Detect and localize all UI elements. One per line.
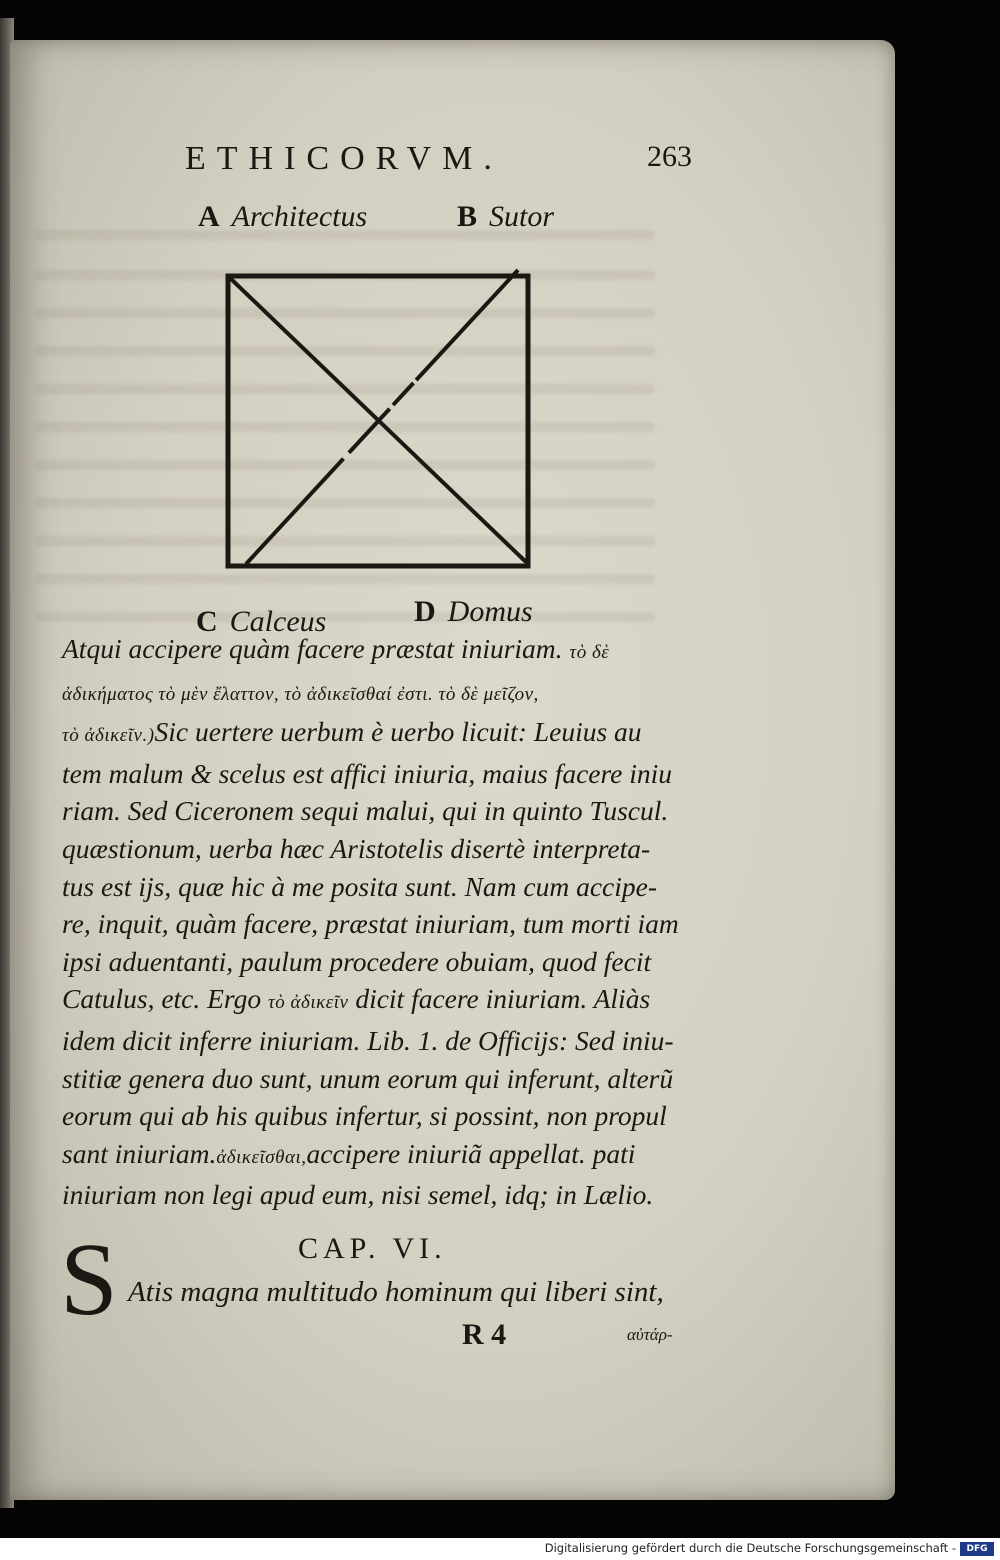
signature-mark: R 4	[462, 1318, 507, 1351]
greek-text: ἀδικήματος τὸ μὲν ἔλαττον, τὸ ἀδικεῖσθαί ἐστι. τὸ δὲ μεῖζον,	[62, 683, 539, 705]
footer-credit: Digitalisierung gefördert durch die Deutsche Forschungsgemeinschaft -	[544, 1541, 956, 1555]
diagram-label-a	[198, 200, 367, 234]
label-letter: B	[457, 200, 478, 233]
bleed-through-line	[35, 574, 655, 584]
text-line: ipsi aduentanti, paulum procedere obuiam, quod fecit	[62, 945, 652, 977]
text-line: idem dicit inferre iniuriam. Lib. 1. de Officijs: Sed iniu-	[62, 1024, 674, 1056]
chapter-title: CAP. VI.	[298, 1232, 447, 1265]
label-word: Calceus	[229, 605, 327, 638]
label-letter: D	[414, 595, 436, 628]
text-line: riam. Sed Ciceronem sequi malui, qui in quinto Tuscul.	[62, 795, 669, 827]
text-line: sant iniuriam.ἀδικεῖσθαι,accipere iniuriã appellat. pati	[62, 1137, 636, 1169]
text-line: τὸ ἀδικεῖν.)Sic uertere uerbum è uerbo licuit: Leuius au	[62, 716, 642, 748]
footer-bar	[0, 1538, 1000, 1560]
diagram-label-b	[457, 200, 554, 234]
greek-text: ἀδικεῖσθαι,	[216, 1146, 307, 1168]
text-line: eorum qui ab his quibus infertur, si possint, non propul	[62, 1100, 667, 1132]
greek-text: τὸ ἀδικεῖν.)	[62, 725, 155, 747]
text-line: tem malum & scelus est affici iniuria, maius facere iniu	[62, 757, 673, 789]
text-line	[62, 672, 712, 714]
catchword: αὐτάρ-	[627, 1325, 673, 1344]
page-number: 263	[647, 140, 692, 173]
label-word: Domus	[447, 595, 533, 628]
text-line: quæstionum, uerba hæc Aristotelis disertè interpreta-	[62, 832, 651, 864]
chapter-first-line: Atis magna multitudo hominum qui liberi sint,	[128, 1276, 664, 1308]
label-word: Sutor	[489, 200, 555, 233]
greek-text: τὸ δὲ	[569, 642, 610, 663]
running-head: ETHICORVM.	[185, 140, 503, 177]
text-line: iniuriam non legi apud eum, nisi semel, idq; in Lælio.	[62, 1179, 654, 1211]
dfg-logo: DFG	[960, 1542, 994, 1556]
body-text	[62, 630, 712, 1214]
text-line: Catulus, etc. Ergo τὸ ἀδικεῖν dicit facere iniuriam. Aliàs	[62, 983, 651, 1015]
label-letter: C	[196, 605, 218, 638]
diagram-diagonal-bc	[246, 270, 518, 564]
text-line: tus est ijs, quæ hic à me posita sunt. Nam cum accipe-	[62, 870, 658, 902]
label-word: Architectus	[231, 200, 368, 233]
label-letter: A	[198, 200, 220, 233]
greek-text: τὸ ἀδικεῖν	[267, 992, 349, 1014]
bleed-through-line	[35, 612, 655, 622]
diagram-square-with-diagonals	[222, 262, 542, 572]
text-line: stitiæ genera duo sunt, unum eorum qui inferunt, alterũ	[62, 1062, 674, 1094]
drop-cap: S	[60, 1222, 118, 1337]
diagram-label-d	[414, 595, 533, 629]
text-line: Atqui accipere quàm facere præstat iniuriam. τὸ δὲ	[62, 633, 610, 664]
text-line: re, inquit, quàm facere, præstat iniuriam, tum morti iam	[62, 908, 679, 940]
